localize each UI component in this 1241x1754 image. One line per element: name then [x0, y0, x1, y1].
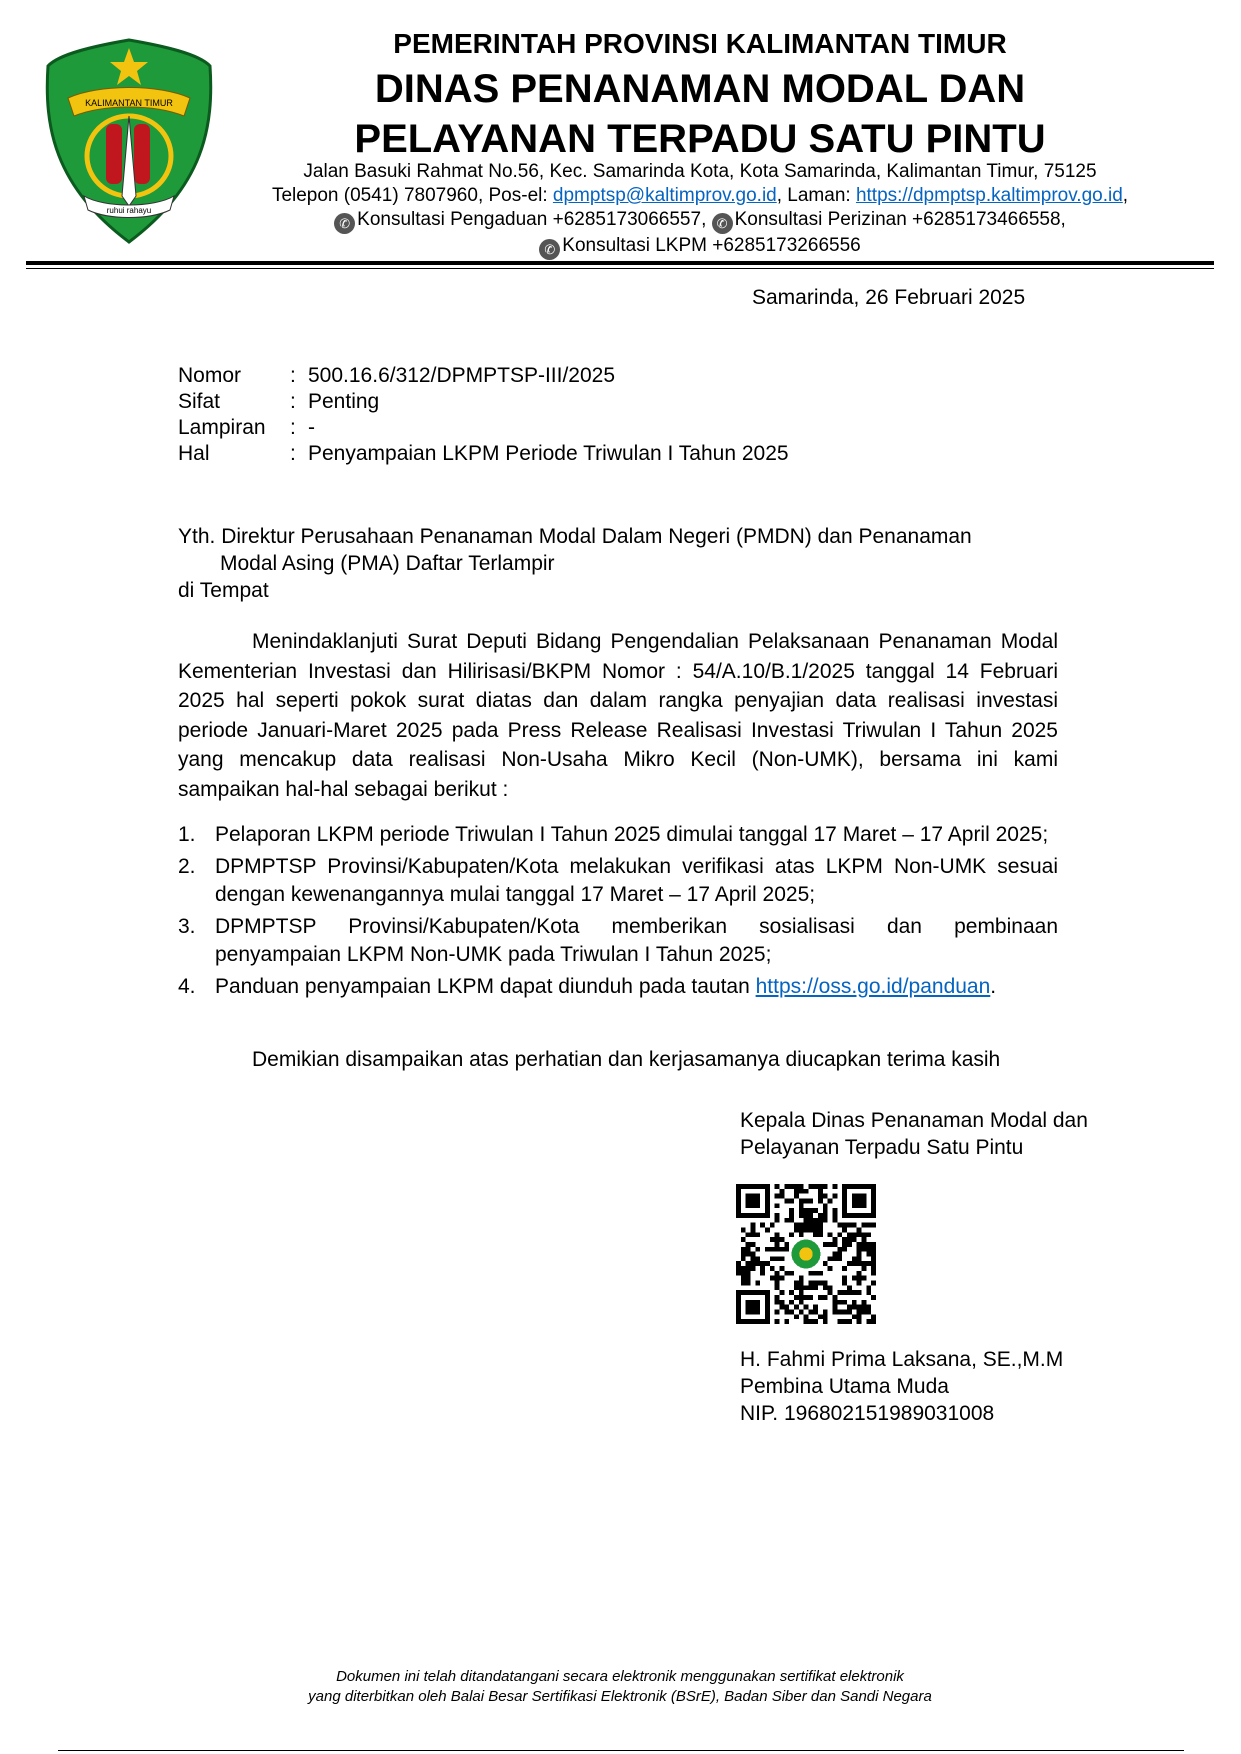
meta-key: Nomor: [178, 364, 242, 387]
phone-text: Telepon (0541) 7807960, Pos-el:: [271, 185, 553, 206]
agency-contact: [240, 160, 1160, 260]
meta-value: Penyampaian LKPM Periode Triwulan I Tahun 2025: [308, 442, 789, 465]
kaltim-coat-of-arms-logo: [44, 36, 214, 246]
letter-meta: [178, 363, 789, 467]
wa-complaint: Konsultasi Pengaduan +6285173066557,: [357, 209, 707, 230]
meta-row: Sifat : Penting: [178, 389, 789, 415]
agency-name-line2: PELAYANAN TERPADU SATU PINTU: [354, 117, 1046, 161]
wa-permit: Konsultasi Perizinan +6285173466558,: [734, 209, 1066, 230]
e-signature-notice: Dokumen ini telah ditandatangani secara elektronik menggunakan sertifikat elektronik yang diterbitkan oleh Balai Besar Sertifikasi Elektronik (BSrE), Badan Siber dan Sandi Negara: [308, 1668, 932, 1705]
list-item: 3. DPMPTSP Provinsi/Kabupaten/Kota memberikan sosialisasi dan pembinaan penyampaian LKPM Non-UMK pada Triwulan I Tahun 2025;: [178, 915, 1058, 966]
letterhead-divider-thick: [26, 261, 1214, 265]
meta-key: Hal: [178, 442, 210, 465]
recipient-line2: Modal Asing (PMA) Daftar Terlampir: [220, 552, 555, 575]
svg-text:ruhui rahayu: ruhui rahayu: [106, 206, 152, 215]
meta-value: -: [308, 416, 315, 439]
whatsapp-icon: ✆: [539, 239, 560, 260]
meta-key: Lampiran: [178, 416, 266, 439]
signature-qr-code: [736, 1184, 876, 1324]
agency-address: Jalan Basuki Rahmat No.56, Kec. Samarinda Kota, Kota Samarinda, Kalimantan Timur, 75125: [303, 161, 1097, 182]
letter-item-list: [178, 821, 1058, 1005]
wa-lkpm: Konsultasi LKPM +6285173266556: [562, 235, 861, 256]
website-prefix: , Laman:: [776, 185, 856, 206]
closing-sentence: Demikian disampaikan atas perhatian dan kerjasamanya diucapkan terima kasih: [252, 1048, 1001, 1071]
meta-row: Hal : Penyampaian LKPM Periode Triwulan I Tahun 2025: [178, 442, 789, 465]
list-item: 2. DPMPTSP Provinsi/Kabupaten/Kota melakukan verifikasi atas LKPM Non-UMK sesuai dengan kewenangannya mulai tanggal 17 Maret – 17 April 2025;: [178, 855, 1058, 906]
meta-row: Lampiran : -: [178, 415, 789, 441]
signatory-rank: Pembina Utama Muda: [740, 1375, 949, 1398]
signatory-title: Kepala Dinas Penanaman Modal dan Pelayanan Terpadu Satu Pintu: [740, 1109, 1088, 1159]
government-name: PEMERINTAH PROVINSI KALIMANTAN TIMUR: [393, 28, 1007, 59]
whatsapp-line-2: [240, 234, 1160, 260]
agency-name: [240, 64, 1160, 164]
list-item: 1. Pelaporan LKPM periode Triwulan I Tahun 2025 dimulai tanggal 17 Maret – 17 April 2025;: [178, 823, 1049, 846]
email-link[interactable]: dpmptsp@kaltimprov.go.id: [552, 185, 777, 206]
website-link[interactable]: https://dpmptsp.kaltimprov.go.id: [855, 185, 1123, 206]
signatory-name: H. Fahmi Prima Laksana, SE.,M.M: [740, 1348, 1064, 1371]
meta-row: Nomor : 500.16.6/312/DPMPTSP-III/2025: [178, 363, 789, 389]
agency-name-line1: DINAS PENANAMAN MODAL DAN: [374, 67, 1026, 111]
letter-intro-paragraph: [178, 627, 1058, 804]
footer-divider: [58, 1750, 1184, 1751]
whatsapp-icon: ✆: [712, 213, 733, 234]
signatory-nip: NIP. 196802151989031008: [740, 1402, 995, 1425]
whatsapp-line: [240, 208, 1160, 234]
agency-phone-line: Telepon (0541) 7807960, Pos-el: dpmptsp@kaltimprov.go.id, Laman: https://dpmptsp.kaltimprov.go.id,: [271, 185, 1129, 206]
letterhead-divider-thin: [26, 268, 1214, 269]
guide-link[interactable]: https://oss.go.id/panduan: [755, 975, 991, 998]
meta-key: Sifat: [178, 390, 221, 413]
letter-date: Samarinda, 26 Februari 2025: [752, 286, 1026, 309]
recipient: [178, 523, 1058, 604]
whatsapp-icon: ✆: [334, 213, 355, 234]
recipient-line1: Yth. Direktur Perusahaan Penanaman Modal Dalam Negeri (PMDN) dan Penanaman: [178, 525, 972, 548]
meta-value: Penting: [308, 390, 380, 413]
intro-text: Menindaklanjuti Surat Deputi Bidang Pengendalian Pelaksanaan Penanaman Modal Kementerian Investasi dan Hilirisasi/BKPM Nomor : 54/A.10/B.1/2025 tanggal 14 Februari 2025 hal seperti pokok surat diatas dan dalam rangka penyajian data realisasi investasi periode Januari-Maret 2025 pada Press Release Realisasi Investasi Triwulan I Tahun 2025 yang mencakup data realisasi Non-Usaha Mikro Kecil (Non-UMK), bersama ini kami sampaikan hal-hal sebagai berikut :: [178, 630, 1058, 801]
recipient-place: di Tempat: [178, 579, 269, 602]
meta-value: 500.16.6/312/DPMPTSP-III/2025: [308, 364, 616, 387]
svg-text:KALIMANTAN TIMUR: KALIMANTAN TIMUR: [85, 98, 173, 108]
signatory-identity: [740, 1346, 1063, 1427]
list-item: 4. Panduan penyampaian LKPM dapat diunduh pada tautan https://oss.go.id/panduan.: [178, 975, 997, 998]
